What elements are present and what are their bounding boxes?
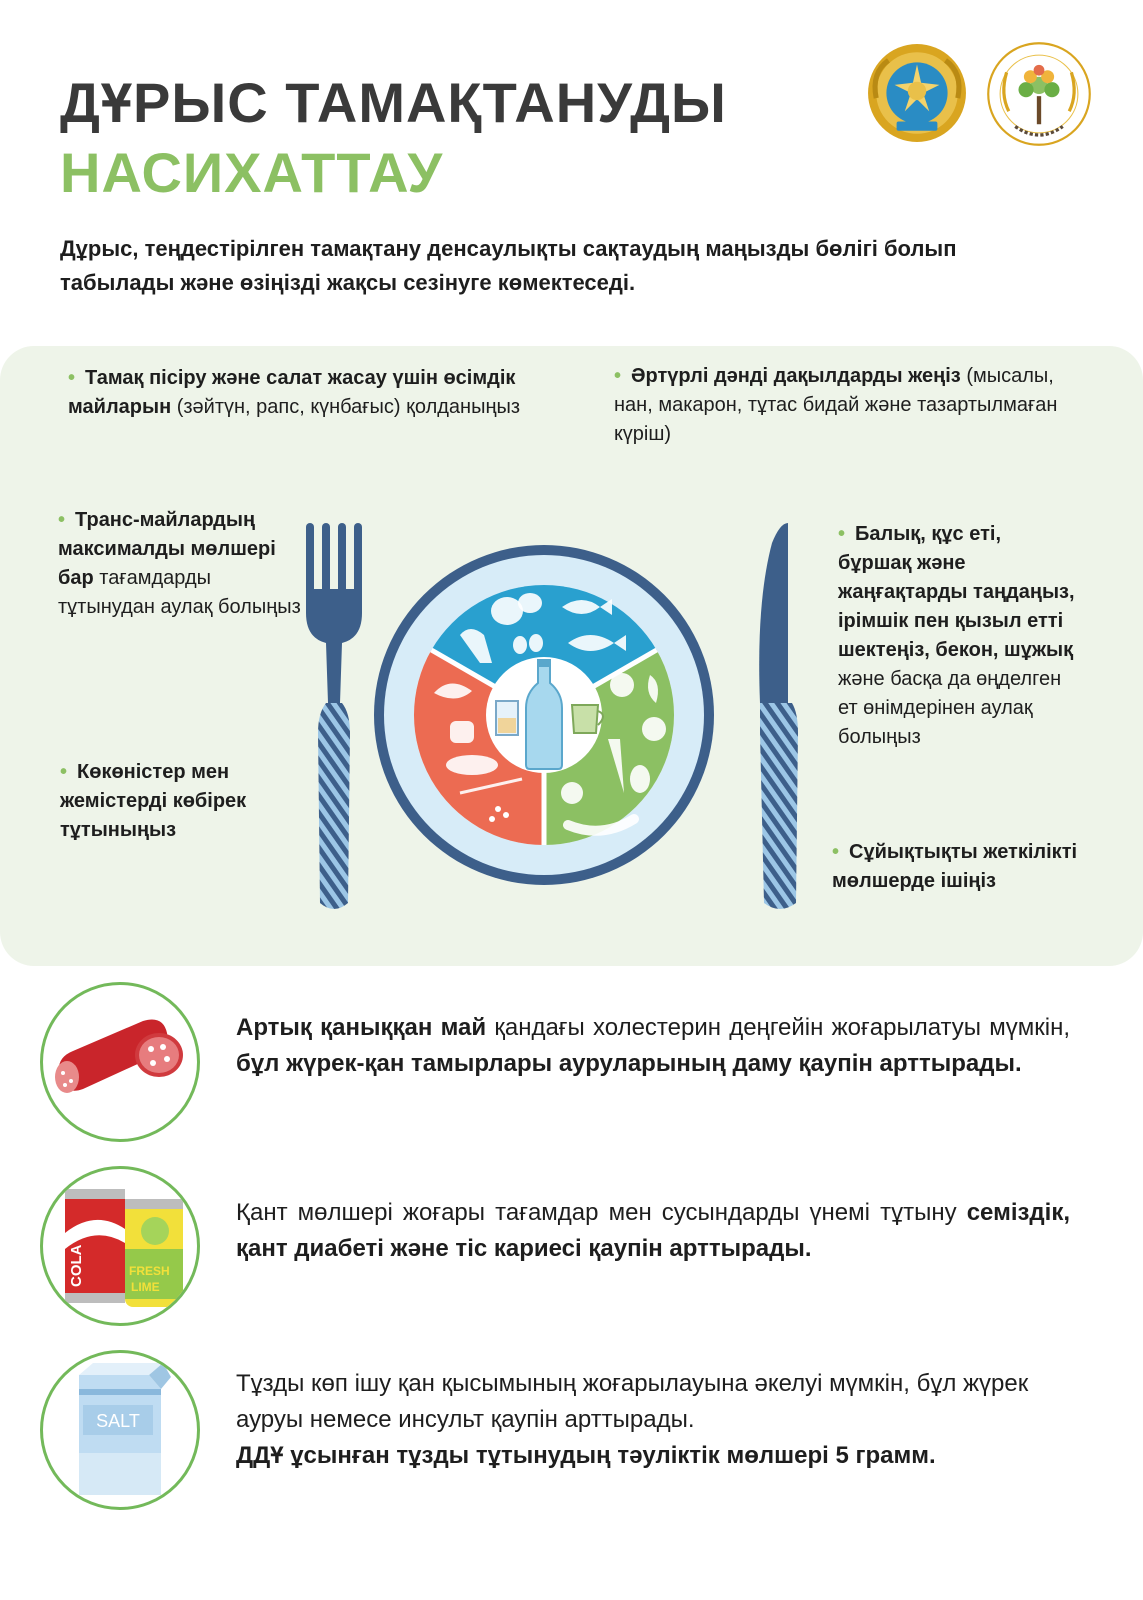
- broccoli-icon: [642, 717, 666, 741]
- tip-trans-fats-bold: Транс-майлардың максималды мөлшері бар: [58, 509, 276, 589]
- bullet-icon: •: [68, 367, 76, 389]
- fat-warning-normal1: қандағы холестерин деңгейін жоғарылатуы мүмкін,: [486, 1014, 1070, 1041]
- knife-icon: [752, 523, 802, 913]
- sugar-warning-normal1: Қант мөлшері жоғары тағамдар мен сусындарды үнемі тұтыну: [236, 1199, 967, 1226]
- fresh-label: FRESH: [129, 1264, 170, 1278]
- state-emblem-icon: [866, 42, 968, 144]
- plate-diagram: [372, 543, 716, 887]
- tip-oils-normal: (зәйтүн, рапс, күнбағыс) қолданыңыз: [171, 396, 521, 418]
- bread-icon: [450, 721, 474, 743]
- sausage-icon-circle: [40, 982, 200, 1142]
- bullet-icon: •: [838, 523, 846, 545]
- tip-protein-normal: және басқа да өңделген ет өнімдерінен аулақ болыңыз: [838, 668, 1062, 748]
- beet-icon: [610, 673, 634, 697]
- fat-warning-bold2: бұл жүрек-қан тамырлары ауруларының даму қаупін арттырады.: [236, 1050, 1022, 1077]
- sausage-icon: [43, 985, 197, 1139]
- fork-icon: [302, 523, 366, 913]
- tip-trans-fats: [58, 506, 308, 622]
- page-title-line1: ДҰРЫС ТАМАҚТАНУДЫ: [60, 71, 727, 134]
- salt-pack-label: SALT: [96, 1411, 140, 1431]
- sugar-warning-bold1: семіздік, қант диабеті және тіс кариесі қаупін арттырады.: [236, 1199, 1070, 1262]
- tip-vegetables-bold: Көкөністер мен жемістерді көбірек тұтыныңыз: [60, 761, 247, 841]
- tip-water: [832, 838, 1082, 896]
- soda-cans-icon: [43, 1169, 197, 1323]
- tip-vegetables: [60, 758, 300, 845]
- tip-trans-fats-normal: тағамдарды тұтынудан аулақ болыңыз: [58, 567, 301, 618]
- lime-label: LIME: [131, 1280, 160, 1294]
- bullet-icon: •: [832, 841, 840, 863]
- intro-text: Дұрыс, теңдестірілген тамақтану денсаулықты сақтаудың маңызды бөлігі болып табылады және өзіңізді жақсы сезінуге көмектеседі.: [60, 236, 957, 295]
- tea-cup-icon: [572, 705, 598, 733]
- bullet-icon: •: [60, 761, 68, 783]
- ministry-logo-icon: [985, 40, 1093, 148]
- fat-warning-bold1: Артық қаныққан май: [236, 1014, 487, 1041]
- tip-grains: [614, 362, 1064, 449]
- tip-protein-bold: Балық, құс еті, бұршақ және жаңғақтарды таңдаңыз, ірімшік пен қызыл етті шектеңіз, бекон, шұжық: [838, 523, 1075, 661]
- salt-warning-normal1: Тұзды көп ішу қан қысымының жоғарылауына әкелуі мүмкін, бұл жүрек ауруы немесе инсульт қаупін арттырады.: [236, 1370, 1029, 1433]
- tip-grains-normal: (мысалы, нан, макарон, тұтас бидай және тазартылмаған күріш): [614, 365, 1058, 445]
- baguette-icon: [446, 755, 498, 775]
- tip-water-bold: Сұйықтықты жеткілікті мөлшерде ішіңіз: [832, 841, 1078, 892]
- sugar-warning-text: [236, 1195, 1070, 1267]
- bullet-icon: •: [58, 509, 66, 531]
- tip-oils: [68, 364, 528, 422]
- bullet-icon: •: [614, 365, 622, 387]
- tip-grains-bold: Әртүрлі дәнді дақылдарды жеңіз: [631, 365, 961, 387]
- fat-warning-text: [236, 1010, 1070, 1082]
- page-title-line2: НАСИХАТТАУ: [60, 141, 444, 204]
- apple-icon: [561, 782, 583, 804]
- pear-icon: [630, 765, 650, 793]
- cola-label: COLA: [68, 1244, 85, 1287]
- salt-warning-bold1: ДДҰ ұсынған тұзды тұтынудың тәуліктік мөлшері 5 грамм.: [236, 1442, 936, 1469]
- tip-oils-bold: Тамақ пісіру және салат жасау үшін өсімдік майларын: [68, 367, 516, 418]
- soda-cans-icon-circle: [40, 1166, 200, 1326]
- tip-protein: [838, 520, 1078, 752]
- egg-icon: [513, 636, 527, 654]
- salt-box-icon: [43, 1353, 197, 1507]
- salt-box-icon-circle: [40, 1350, 200, 1510]
- salt-warning-text: [236, 1366, 1070, 1474]
